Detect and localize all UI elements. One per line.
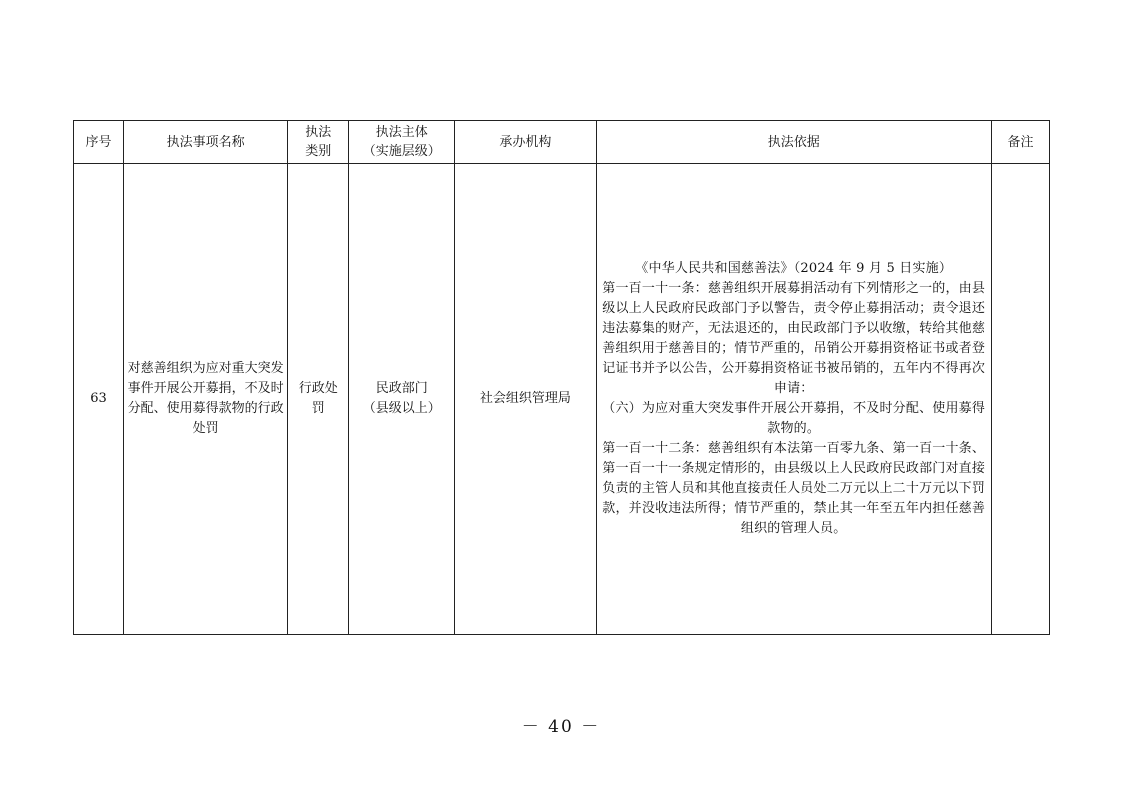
header-agency: 承办机构 — [455, 121, 596, 164]
cell-type-line1: 行政处 — [298, 381, 338, 396]
cell-subject — [349, 164, 455, 635]
cell-remark — [991, 164, 1049, 635]
cell-type-line2: 罚 — [311, 401, 325, 416]
cell-subject-line2: （县级以上） — [362, 401, 441, 416]
header-remark: 备注 — [991, 121, 1049, 164]
header-subject-line1: 执法主体 — [375, 125, 428, 140]
header-subject — [349, 121, 455, 164]
cell-item-name: 对慈善组织为应对重大突发事件开展公开募捐，不及时分配、使用募得款物的行政处罚 — [124, 164, 288, 635]
cell-legal-basis — [596, 164, 991, 635]
cell-type — [288, 164, 349, 635]
basis-law-title: 《中华人民共和国慈善法》（2024 年 9 月 5 日实施） — [635, 261, 953, 276]
basis-article-112: 第一百一十二条：慈善组织有本法第一百零九条、第一百一十条、第一百一十一条规定情形的，由县级以上人民政府民政部门对直接负责的主管人员和其他直接责任人员处二万元以上二十万元以下罚款，并没收违法所得；情节严重的，禁止其一年至五年内担任慈善组织的管理人员。 — [602, 441, 986, 536]
basis-clause-6: （六）为应对重大突发事件开展公开募捐，不及时分配、使用募得款物的。 — [602, 401, 986, 436]
header-basis: 执法依据 — [596, 121, 991, 164]
table-header-row — [74, 121, 1050, 164]
header-type-line2: 类别 — [305, 144, 332, 159]
cell-seq: 63 — [74, 164, 124, 635]
header-type — [288, 121, 349, 164]
table-row — [74, 164, 1050, 635]
header-subject-line2: （实施层级） — [362, 144, 441, 159]
page-number: － 40 － — [521, 717, 601, 737]
header-name: 执法事项名称 — [124, 121, 288, 164]
basis-article-111: 第一百一十一条：慈善组织开展募捐活动有下列情形之一的，由县级以上人民政府民政部门予以警告，责令停止募捐活动；责令退还违法募集的财产，无法退还的，由民政部门予以收缴，转给其他慈善组织用于慈善目的；情节严重的，吊销公开募捐资格证书或者登记证书并予以公告，公开募捐资格证书被吊销的，五年内不得再次申请： — [602, 281, 986, 396]
cell-agency: 社会组织管理局 — [455, 164, 596, 635]
header-seq: 序号 — [74, 121, 124, 164]
header-type-line1: 执法 — [305, 125, 332, 140]
cell-subject-line1: 民政部门 — [375, 381, 428, 396]
enforcement-table — [73, 120, 1050, 635]
